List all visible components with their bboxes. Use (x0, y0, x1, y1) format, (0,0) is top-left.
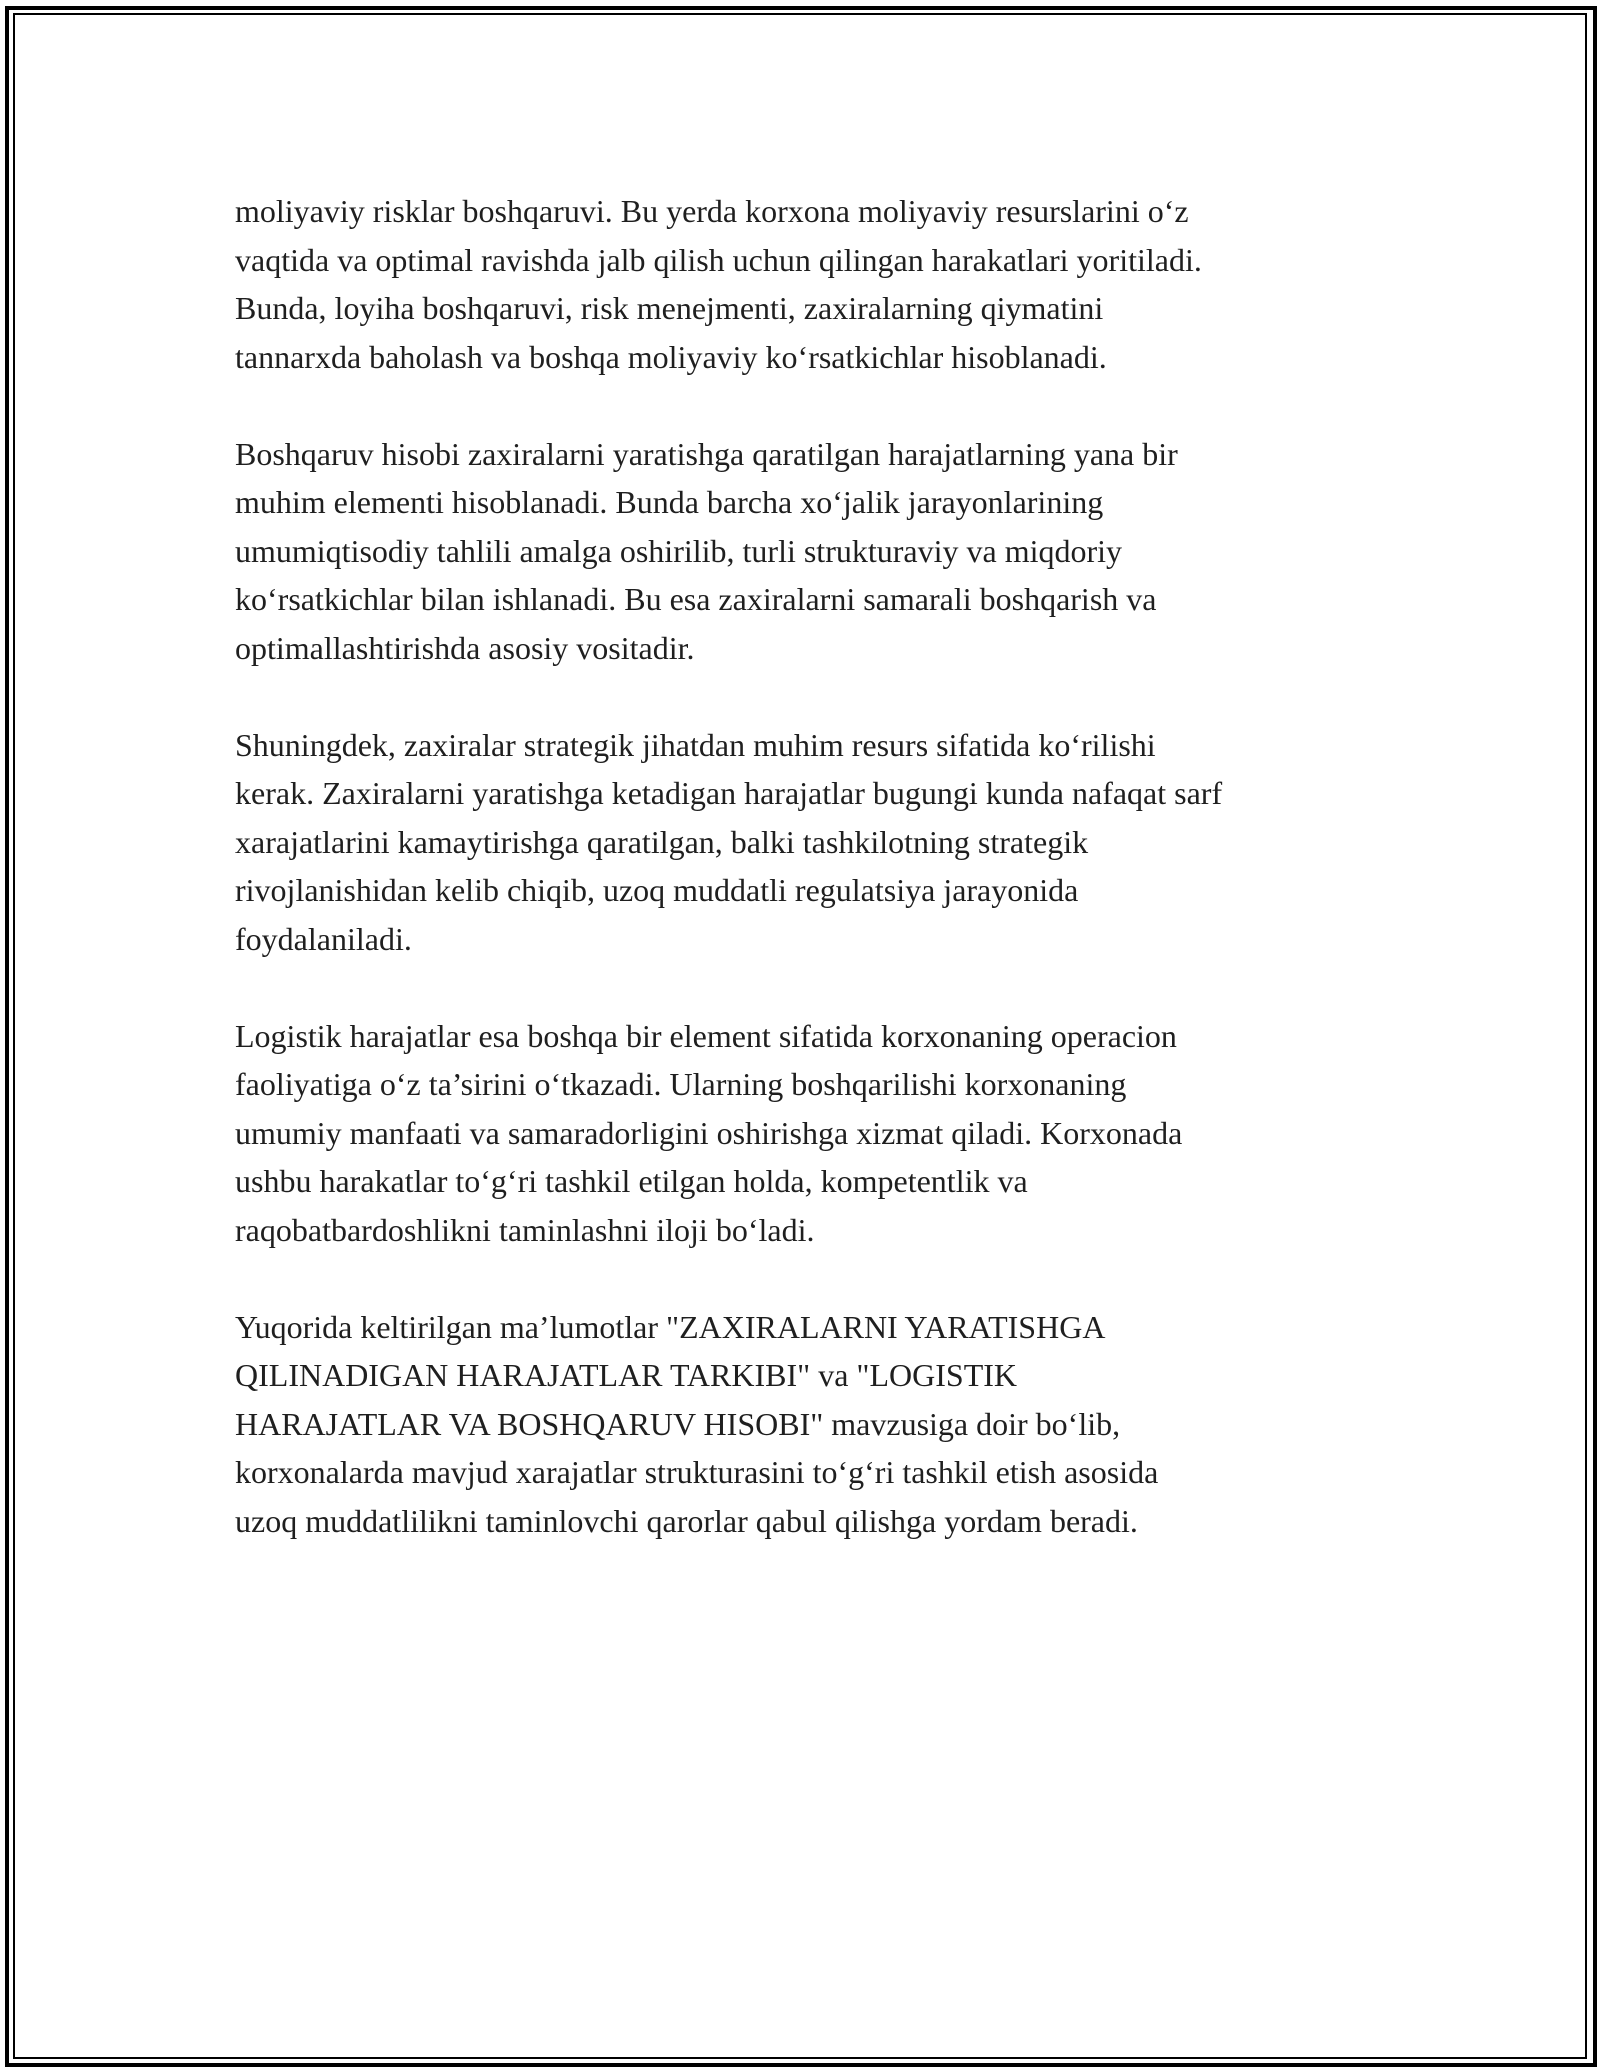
paragraph-2: Boshqaruv hisobi zaxiralarni yaratishga qaratilgan harajatlarning yana bir muhim elementi hisoblanadi. Bunda barcha xo‘jalik jarayonlarining umumiqtisodiy tahlili amalga oshirilib, turli strukturaviy va miqdoriy ko‘rsatkichlar bilan ishlanadi. Bu esa zaxiralarni samarali boshqarish va optimallashtirishda asosiy vositadir. (235, 435, 1178, 666)
paragraph-4: Logistik harajatlar esa boshqa bir element sifatida korxonaning operacion faoliyatiga o‘z ta’sirini o‘tkazadi. Ularning boshqarilishi korxonaning umumiy manfaati va samaradorligini oshirishga xizmat qiladi. Korxonada ushbu harakatlar to‘g‘ri tashkil etilgan holda, kompetentlik va raqobatbardoshlikni taminlashni iloji bo‘ladi. (235, 1017, 1183, 1248)
document-body (235, 187, 1385, 1594)
paragraph-3: Shuningdek, zaxiralar strategik jihatdan muhim resurs sifatida ko‘rilishi kerak. Zaxiralarni yaratishga ketadigan harajatlar bugungi kunda nafaqat sarf xarajatlarini kamaytirishga qaratilgan, balki tashkilotning strategik rivojlanishidan kelib chiqib, uzoq muddatli regulatsiya jarayonida foydalaniladi. (235, 726, 1223, 957)
paragraph-1: moliyaviy risklar boshqaruvi. Bu yerda korxona moliyaviy resurslarini o‘z vaqtida va optimal ravishda jalb qilish uchun qilingan harakatlari yoritiladi. Bunda, loyiha boshqaruvi, risk menejmenti, zaxiralarning qiymatini tannarxda baholash va boshqa moliyaviy ko‘rsatkichlar hisoblanadi. (235, 193, 1202, 375)
paragraph-5: Yuqorida keltirilgan ma’lumotlar "ZAXIRALARNI YARATISHGA QILINADIGAN HARAJATLAR TARKIBI" va "LOGISTIK HARAJATLAR VA BOSHQARUV HISOBI" mavzusiga doir bo‘lib, korxonalarda mavjud xarajatlar strukturasini to‘g‘ri tashkil etish asosida uzoq muddatlilikni taminlovchi qarorlar qabul qilishga yordam beradi. (235, 1308, 1159, 1539)
